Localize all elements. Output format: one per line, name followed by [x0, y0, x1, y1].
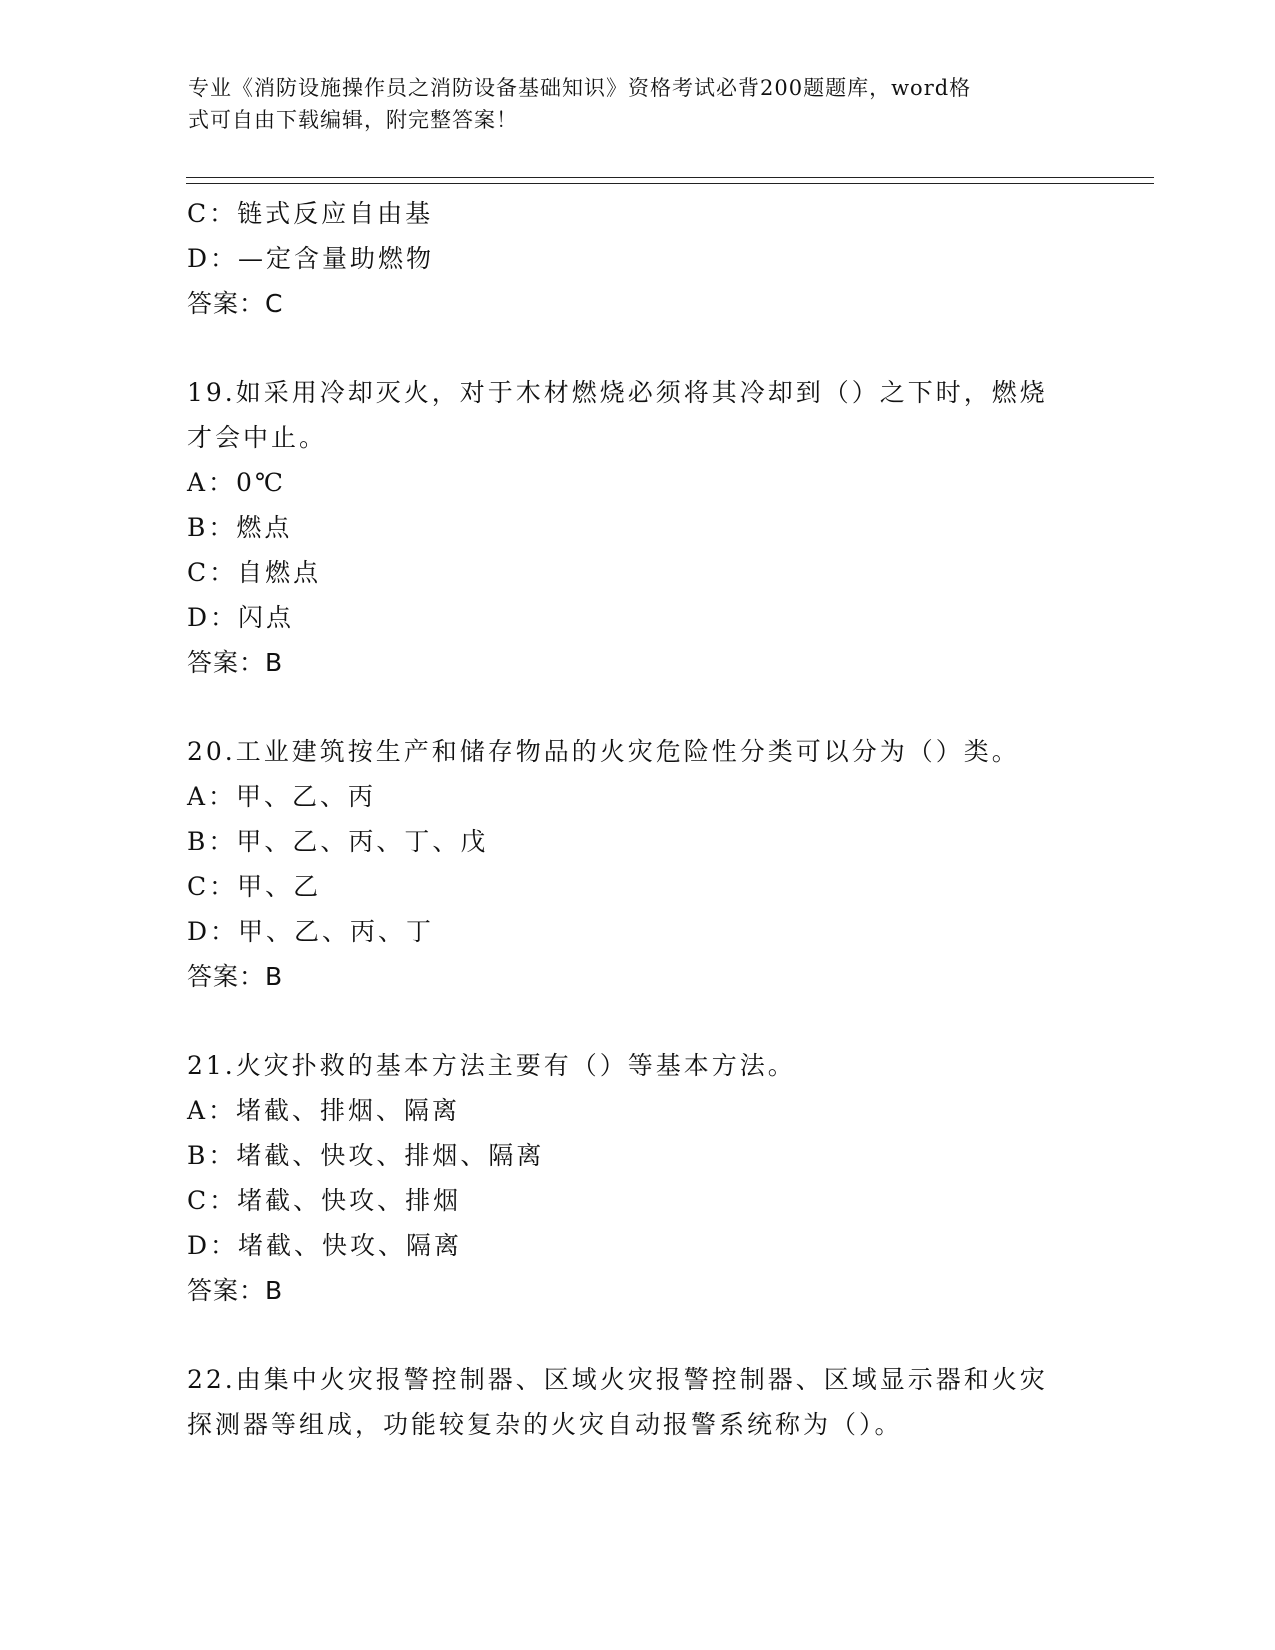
document-header [188, 72, 1068, 136]
option-a: A：堵截、排烟、隔离 [187, 1096, 461, 1125]
question-22 [187, 1357, 1087, 1447]
question-text: 探测器等组成，功能较复杂的火灾自动报警系统称为（）。 [187, 1410, 903, 1439]
option-d: D：堵截、快攻、隔离 [187, 1231, 463, 1260]
option-b: B：堵截、快攻、排烟、隔离 [187, 1141, 545, 1170]
option-c: C：链式反应自由基 [187, 199, 434, 228]
question-text: 22.由集中火灾报警控制器、区域火灾报警控制器、区域显示器和火灾 [187, 1365, 1048, 1394]
header-divider [186, 177, 1154, 184]
answer-line: 答案：B [187, 962, 284, 991]
question-text: 才会中止。 [187, 423, 328, 452]
prev-question-block [187, 191, 1087, 326]
answer-line: 答案：C [187, 289, 284, 318]
option-c: C：甲、乙 [187, 872, 322, 901]
option-c: C：堵截、快攻、排烟 [187, 1186, 462, 1215]
option-d: D：甲、乙、丙、丁 [187, 917, 435, 946]
answer-line: 答案：B [187, 1276, 284, 1305]
question-text: 21.火灾扑救的基本方法主要有（）等基本方法。 [187, 1051, 796, 1080]
question-21 [187, 1043, 1087, 1313]
option-a: A：0℃ [187, 468, 286, 497]
question-text: 20.工业建筑按生产和储存物品的火灾危险性分类可以分为（）类。 [187, 737, 1020, 766]
question-20 [187, 729, 1087, 999]
option-b: B：燃点 [187, 513, 293, 542]
header-line-2: 式可自由下载编辑，附完整答案！ [188, 108, 518, 132]
question-text: 19.如采用冷却灭火，对于木材燃烧必须将其冷却到（）之下时，燃烧 [187, 378, 1048, 407]
header-line-1: 专业《消防设施操作员之消防设备基础知识》资格考试必背200题题库，word格 [188, 76, 972, 100]
question-19 [187, 370, 1087, 685]
option-d: D：—定含量助燃物 [187, 244, 435, 273]
answer-line: 答案：B [187, 648, 284, 677]
option-d: D：闪点 [187, 603, 295, 632]
option-c: C：自燃点 [187, 558, 322, 587]
option-a: A：甲、乙、丙 [187, 782, 377, 811]
option-b: B：甲、乙、丙、丁、戊 [187, 827, 489, 856]
question-content [187, 191, 1087, 1447]
